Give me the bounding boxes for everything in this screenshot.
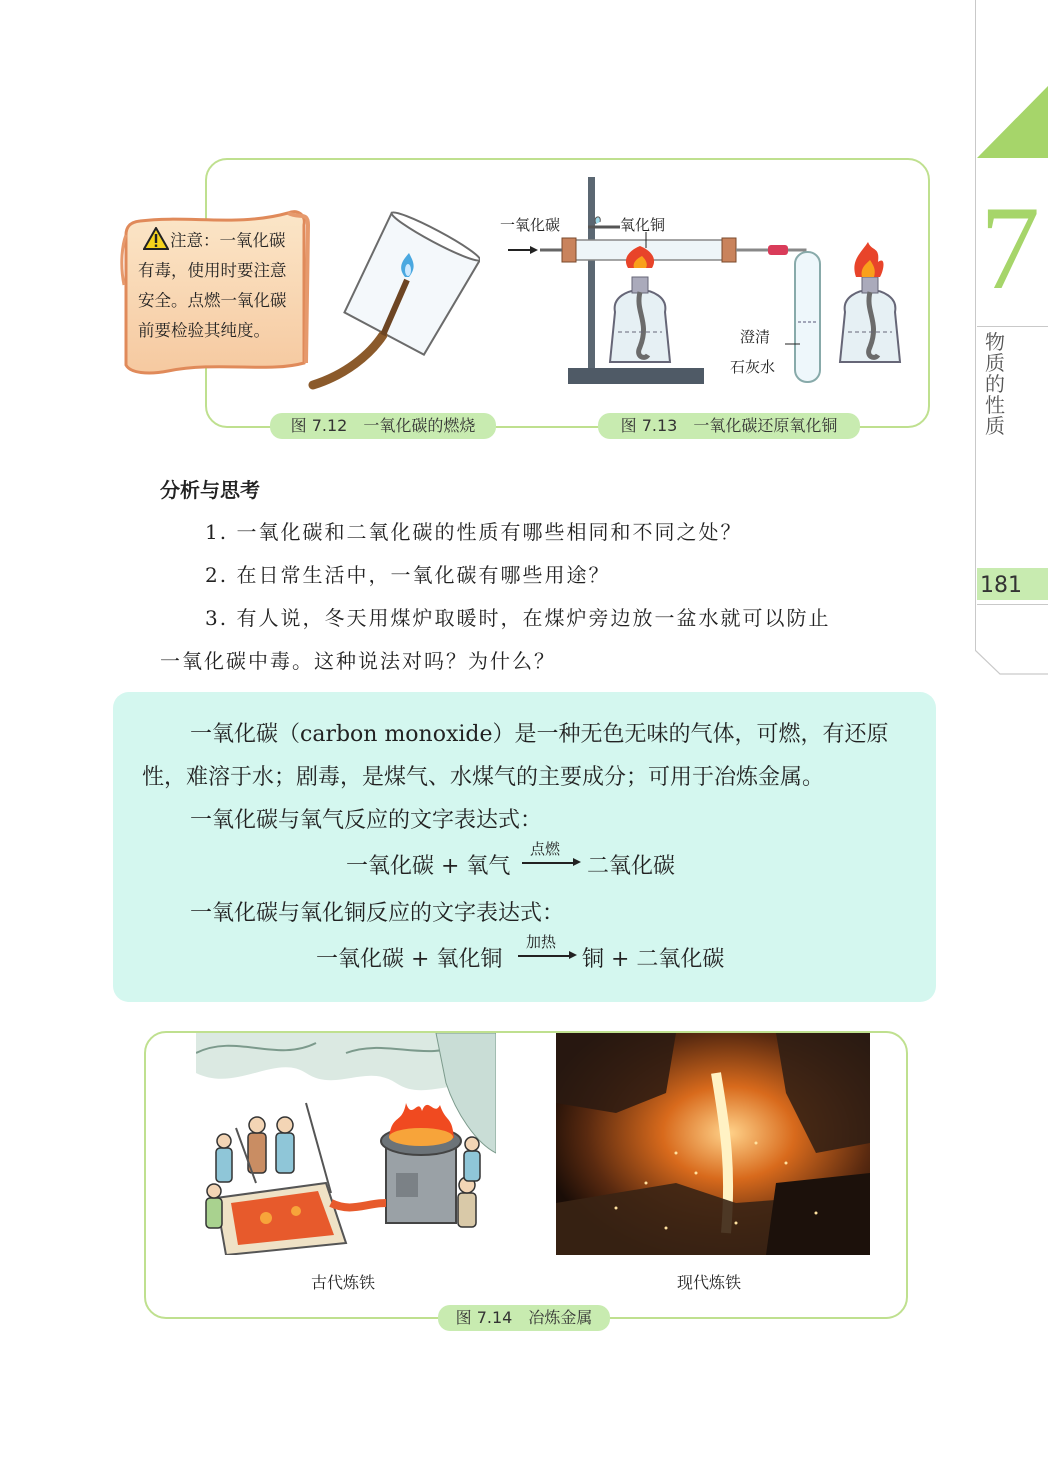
info-line-4: 一氧化碳与氧化铜反应的文字表达式： xyxy=(190,901,565,926)
caption-fig-7-13: 图 7.13 一氧化碳还原氧化铜 xyxy=(598,413,860,439)
chapter-tab-triangle xyxy=(977,86,1048,158)
equation-2-right: 铜 + 二氧化碳 xyxy=(582,947,725,972)
chapter-title-char: 的 xyxy=(985,372,1005,396)
note-line-1: 注意：一氧化碳 xyxy=(170,231,286,250)
equation-2-arrow xyxy=(518,955,570,957)
co-burning-illustration xyxy=(305,205,480,390)
tab-divider-line xyxy=(975,0,976,650)
label-limewater-2: 石灰水 xyxy=(730,358,776,376)
question-3-line-2: 一氧化碳中毒。这种说法对吗？为什么？ xyxy=(160,649,556,673)
label-ancient-smelting: 古代炼铁 xyxy=(311,1273,376,1292)
arrow-right-icon xyxy=(573,858,581,866)
co-reduces-cuo-apparatus xyxy=(500,172,920,392)
chapter-title xyxy=(985,332,1015,437)
analysis-heading: 分析与思考 xyxy=(160,478,260,502)
modern-smelting-photo xyxy=(556,1033,870,1255)
equation-1-left: 一氧化碳 + 氧气 xyxy=(346,854,511,879)
chapter-number: 7 xyxy=(980,181,1040,314)
equation-1-right: 二氧化碳 xyxy=(587,854,676,879)
tab-separator xyxy=(977,326,1048,327)
tab-bottom-corner xyxy=(975,650,1048,680)
chapter-title-char: 性 xyxy=(985,393,1005,417)
label-limewater-1: 澄清 xyxy=(740,328,771,346)
chapter-title-char: 质 xyxy=(985,351,1005,375)
info-line-2: 性，难溶于水；剧毒，是煤气、水煤气的主要成分；可用于冶炼金属。 xyxy=(142,765,825,790)
arrow-right-icon xyxy=(569,951,577,959)
question-1: 1. 一氧化碳和二氧化碳的性质有哪些相同和不同之处？ xyxy=(205,520,743,544)
page-number: 181 xyxy=(980,573,1022,598)
question-2: 2. 在日常生活中，一氧化碳有哪些用途？ xyxy=(205,563,611,587)
note-line-4: 前要检验其纯度。 xyxy=(138,321,270,340)
ancient-smelting-illustration xyxy=(196,1033,496,1255)
caption-fig-7-14: 图 7.14 冶炼金属 xyxy=(438,1305,610,1331)
page-number-underline xyxy=(977,604,1048,605)
equation-1-condition: 点燃 xyxy=(530,840,561,858)
info-line-3: 一氧化碳与氧气反应的文字表达式： xyxy=(190,808,543,833)
note-line-3: 安全。点燃一氧化碳 xyxy=(138,291,287,310)
info-line-1: 一氧化碳（carbon monoxide）是一种无色无味的气体，可燃，有还原 xyxy=(190,722,889,747)
warning-triangle-icon xyxy=(143,227,169,250)
chapter-title-char: 质 xyxy=(985,414,1005,438)
equation-2-left: 一氧化碳 + 氧化铜 xyxy=(316,947,503,972)
label-modern-smelting: 现代炼铁 xyxy=(677,1273,742,1292)
label-co: 一氧化碳 xyxy=(500,216,561,234)
caption-fig-7-12: 图 7.12 一氧化碳的燃烧 xyxy=(270,413,496,439)
note-line-2: 有毒，使用时要注意 xyxy=(138,261,287,280)
question-3-line-1: 3. 有人说，冬天用煤炉取暖时，在煤炉旁边放一盆水就可以防止 xyxy=(205,606,831,630)
equation-1-arrow xyxy=(522,862,574,864)
equation-2-condition: 加热 xyxy=(526,933,557,951)
chapter-title-char: 物 xyxy=(985,330,1005,354)
label-cuo: 氧化铜 xyxy=(620,216,666,234)
